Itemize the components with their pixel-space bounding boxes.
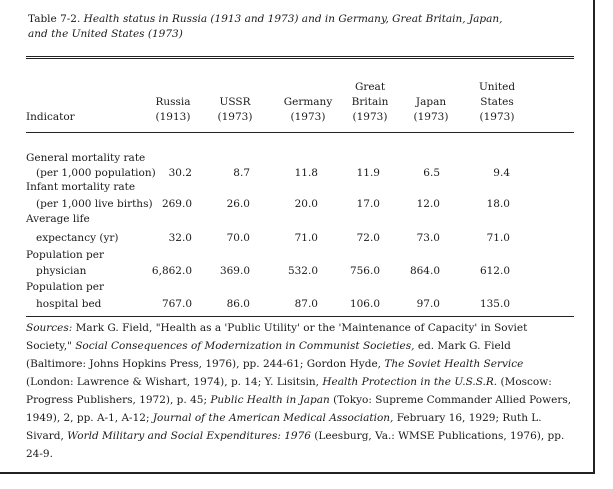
table-cell: 106.0 xyxy=(349,298,380,310)
table-cell: 86.0 xyxy=(226,298,250,310)
table-cell: 18.0 xyxy=(486,198,510,210)
table-cell: 9.4 xyxy=(493,167,510,179)
table-cell: 30.2 xyxy=(168,167,192,179)
sources-lead: Sources: xyxy=(26,322,73,334)
table-cell: 612.0 xyxy=(479,265,510,277)
table-cell: 97.0 xyxy=(416,298,440,310)
header-col-russia: Russia (1913) xyxy=(155,96,191,123)
table-cell: 135.0 xyxy=(479,298,510,310)
table-caption xyxy=(28,12,568,42)
table-cell: 269.0 xyxy=(161,198,192,210)
table-cell: 87.0 xyxy=(294,298,318,310)
table-cell: 6.5 xyxy=(423,167,440,179)
table-title: Health status in Russia (1913 and 1973) and in Germany, Great Britain, Japan, xyxy=(83,13,503,25)
table-cell: 32.0 xyxy=(168,232,192,244)
table-cell: 6,862.0 xyxy=(151,265,192,277)
header-col-japan: Japan (1973) xyxy=(413,96,449,123)
table-cell: 767.0 xyxy=(161,298,192,310)
table-cell: 11.8 xyxy=(294,167,318,179)
row-sublabel: hospital bed xyxy=(36,298,102,310)
table-label: Table 7-2. xyxy=(28,13,81,25)
header-col-ussr: USSR (1973) xyxy=(217,96,253,123)
row-sublabel: (per 1,000 live births) xyxy=(36,198,153,210)
header-col-great-britain: Great Britain (1973) xyxy=(351,81,389,123)
table-cell: 11.9 xyxy=(356,167,380,179)
row-sublabel: expectancy (yr) xyxy=(36,232,119,244)
table-cell: 71.0 xyxy=(294,232,318,244)
table-cell: 369.0 xyxy=(219,265,250,277)
table-cell: 20.0 xyxy=(294,198,318,210)
row-sublabel: physician xyxy=(36,265,87,277)
table-cell: 864.0 xyxy=(409,265,440,277)
top-double-rule xyxy=(26,56,574,59)
row-label: General mortality rate xyxy=(26,152,146,164)
sources-note: Sources: Mark G. Field, "Health as a 'Public Utility' or the 'Maintenance of Capacity' in Soviet Society," Social Consequences of Modernization in Communist Societies, ed. Mark G. Field (Baltimore: Johns Hopkins Press, 1976), pp. 244-61; Gordon Hyde, The Soviet Health Service (London: Lawrence & Wishart, 1974), p. 14; Y. Lisitsin, Health Protection in the U.S.S.R. (Moscow: Progress Publishers, 1972), p. 45; Public Health in Japan (Tokyo: Supreme Commander Allied Powers, 1949), 2, pp. A-1, A-12; Journal of the American Medical Association, February 16, 1929; Ruth L. Sivard, World Military and Social Expenditures: 1976 (Leesburg, Va.: WMSE Publications, 1976), pp. 24-9. xyxy=(26,322,572,460)
header-col-united-states: United States (1973) xyxy=(478,81,516,123)
table-cell: 26.0 xyxy=(226,198,250,210)
table-cell: 73.0 xyxy=(416,232,440,244)
table-cell: 756.0 xyxy=(349,265,380,277)
row-label: Population per xyxy=(26,249,105,261)
table-cell: 8.7 xyxy=(233,167,250,179)
table-cell: 72.0 xyxy=(356,232,380,244)
header-rule xyxy=(26,132,574,133)
row-label: Average life xyxy=(26,213,90,225)
row-label: Infant mortality rate xyxy=(26,181,136,193)
table-cell: 532.0 xyxy=(287,265,318,277)
header-col-germany: Germany (1973) xyxy=(283,96,333,123)
table-cell: 70.0 xyxy=(226,232,250,244)
table-cell: 17.0 xyxy=(356,198,380,210)
header-indicator: Indicator xyxy=(26,111,75,123)
row-label: Population per xyxy=(26,281,105,293)
table-cell: 12.0 xyxy=(416,198,440,210)
table-title-line2: and the United States (1973) xyxy=(28,28,183,40)
row-sublabel: (per 1,000 population) xyxy=(36,167,156,179)
table-cell: 71.0 xyxy=(486,232,510,244)
bottom-rule xyxy=(26,316,574,317)
